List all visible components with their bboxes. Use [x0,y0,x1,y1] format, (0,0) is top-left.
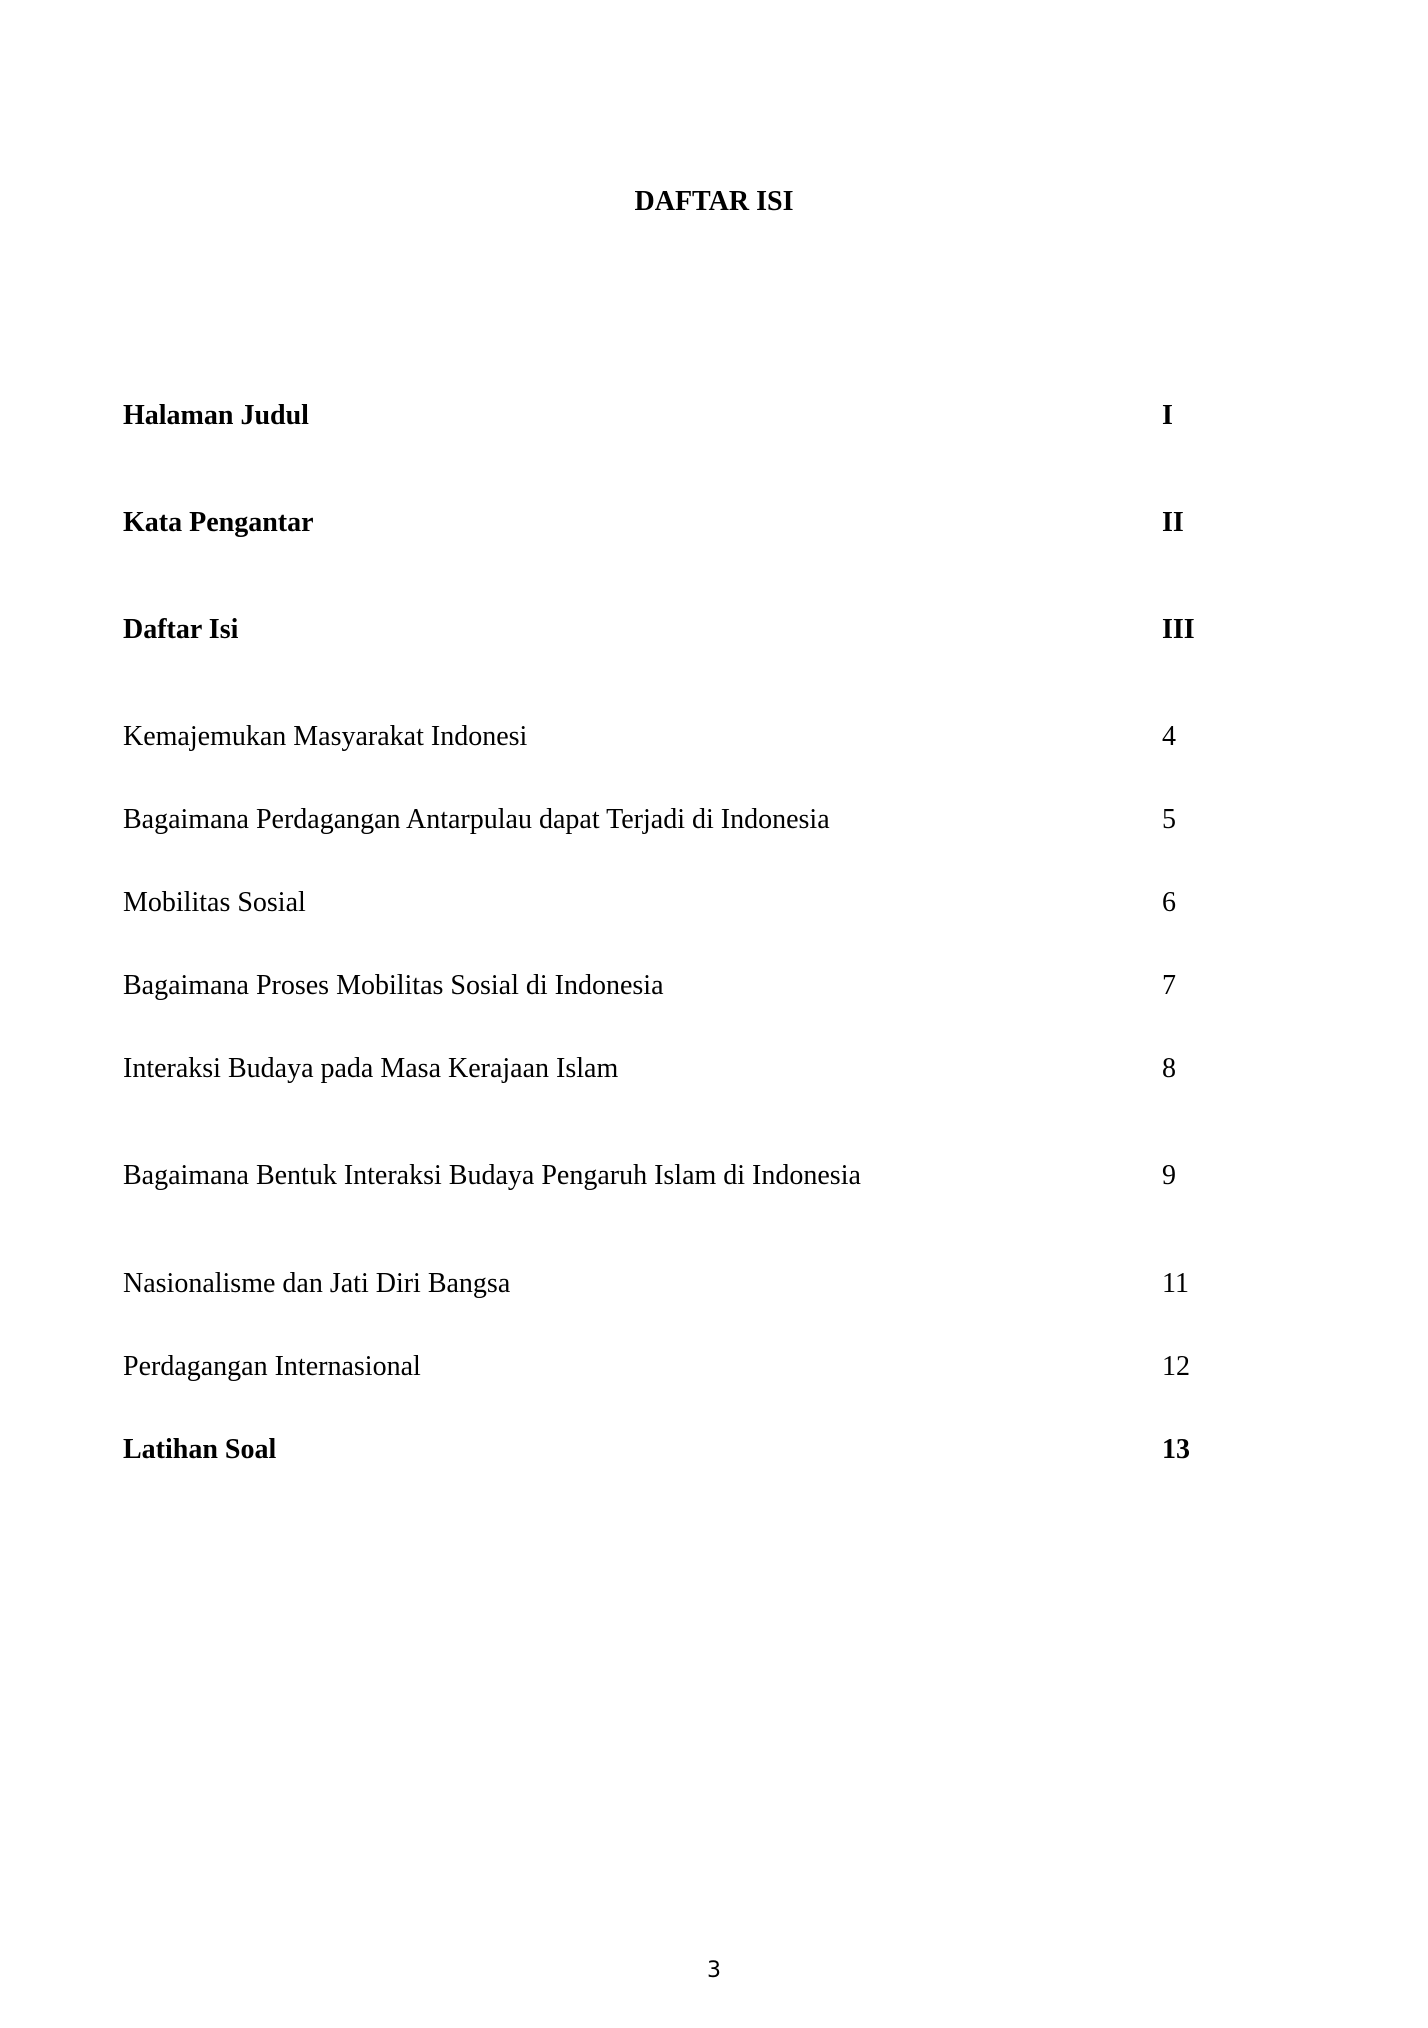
toc-entry-perdagangan-internasional [123,1347,1223,1387]
toc-entry-label: Bagaimana Bentuk Interaksi Budaya Pengaruh Islam di Indonesia [123,1160,861,1191]
toc-entry-label: Interaksi Budaya pada Masa Kerajaan Islam [123,1053,619,1084]
toc-entry-page: II [1162,507,1184,538]
toc-entry-latihan-soal [123,1430,1223,1470]
toc-entry-label: Nasionalisme dan Jati Diri Bangsa [123,1268,511,1299]
toc-entry-page: I [1162,400,1173,431]
toc-entry-halaman-judul [123,396,1223,436]
toc-entry-page: 12 [1162,1351,1190,1382]
toc-entry-page: 8 [1162,1053,1176,1084]
toc-entry-label: Latihan Soal [123,1434,277,1465]
toc-entry-bentuk-interaksi [123,1156,1223,1196]
toc-entry-label: Bagaimana Proses Mobilitas Sosial di Indonesia [123,970,664,1001]
toc-entry-page: 11 [1162,1268,1189,1299]
toc-entry-page: 9 [1162,1160,1176,1191]
page-title: DAFTAR ISI [634,186,794,217]
page-number: 3 [707,1958,721,1983]
toc-entry-perdagangan-antarpulau [123,800,1223,840]
toc-entry-page: 6 [1162,887,1176,918]
toc-entry-page: III [1162,614,1195,645]
toc-entry-label: Daftar Isi [123,614,239,645]
toc-entry-interaksi-budaya [123,1049,1223,1089]
toc-entry-kemajemukan [123,717,1223,757]
toc-entry-label: Perdagangan Internasional [123,1351,421,1382]
toc-entry-label: Bagaimana Perdagangan Antarpulau dapat Terjadi di Indonesia [123,804,830,835]
toc-entry-daftar-isi [123,610,1223,650]
toc-entry-page: 5 [1162,804,1176,835]
toc-entry-page: 4 [1162,721,1176,752]
toc-entry-label: Halaman Judul [123,400,309,431]
toc-entry-mobilitas-sosial [123,883,1223,923]
toc-entry-nasionalisme [123,1264,1223,1304]
toc-entry-kata-pengantar [123,503,1223,543]
toc-entry-label: Mobilitas Sosial [123,887,306,918]
toc-entry-page: 13 [1162,1434,1190,1465]
toc-entry-proses-mobilitas [123,966,1223,1006]
toc-entry-page: 7 [1162,970,1176,1001]
toc-entry-label: Kata Pengantar [123,507,314,538]
toc-entry-label: Kemajemukan Masyarakat Indonesi [123,721,528,752]
